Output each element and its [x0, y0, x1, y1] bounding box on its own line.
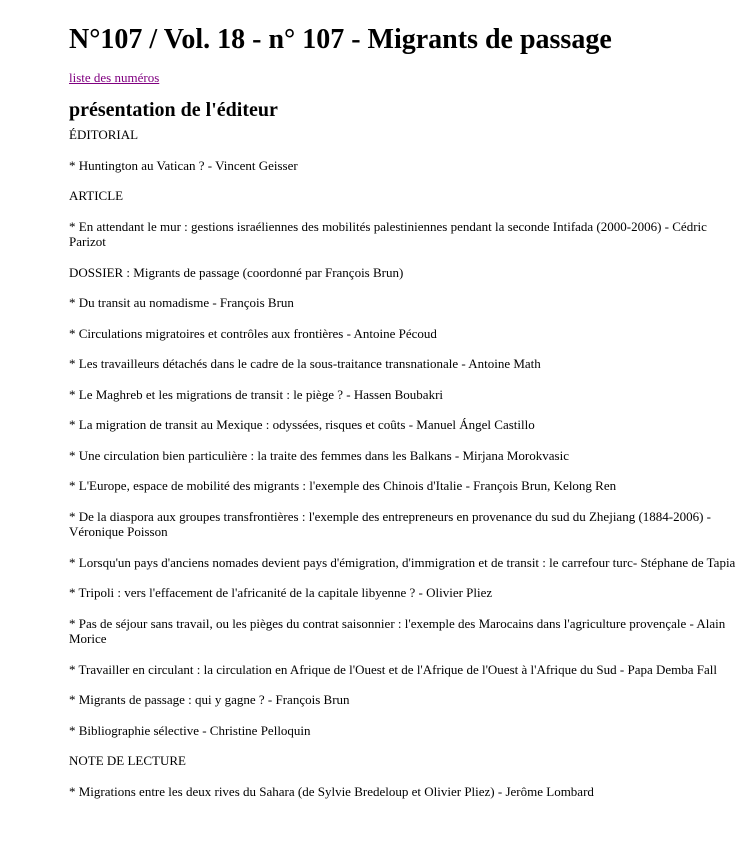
list-item: * Lorsqu'un pays d'anciens nomades devient pays d'émigration, d'immigration et de transit : le carrefour turc- Stéphane de Tapia: [69, 554, 736, 570]
list-item: * Travailler en circulant : la circulation en Afrique de l'Ouest et de l'Afrique de l'Ouest à l'Afrique du Sud - Papa Demba Fall: [69, 661, 717, 677]
list-item: * Tripoli : vers l'effacement de l'africanité de la capitale libyenne ? - Olivier Pliez: [69, 585, 493, 600]
contents-list: [69, 127, 739, 799]
section-heading-editorial: ÉDITORIAL: [69, 127, 139, 142]
section-heading-article: ARTICLE: [69, 188, 124, 203]
section-heading-dossier: DOSSIER : Migrants de passage (coordonné par François Brun): [69, 264, 404, 280]
page: [69, 0, 739, 814]
issues-list-link[interactable]: liste des numéros: [69, 70, 160, 85]
list-item: * Du transit au nomadisme - François Brun: [69, 295, 294, 310]
section-title: présentation de l'éditeur: [69, 99, 278, 121]
list-item: * Les travailleurs détachés dans le cadre de la sous-traitance transnationale - Antoine Math: [69, 356, 541, 371]
page-title: N°107 / Vol. 18 - n° 107 - Migrants de passage: [69, 24, 612, 55]
list-item: * De la diaspora aux groupes transfrontières : l'exemple des entrepreneurs en provenance du sud du Zhejiang (1884-2006) - Véronique Poisson: [69, 508, 712, 539]
list-item: * En attendant le mur : gestions israéliennes des mobilités palestiniennes pendant la seconde Intifada (2000-2006) - Cédric Parizot: [69, 218, 707, 249]
list-item: * La migration de transit au Mexique : odyssées, risques et coûts - Manuel Ángel Castillo: [69, 417, 535, 432]
list-item: * Une circulation bien particulière : la traite des femmes dans les Balkans - Mirjana Morokvasic: [69, 447, 569, 463]
list-item: * Huntington au Vatican ? - Vincent Geisser: [69, 157, 298, 173]
list-item: * Le Maghreb et les migrations de transit : le piège ? - Hassen Boubakri: [69, 386, 444, 402]
list-item: * Bibliographie sélective - Christine Pelloquin: [69, 722, 311, 738]
list-item: * L'Europe, espace de mobilité des migrants : l'exemple des Chinois d'Italie - François Brun, Kelong Ren: [69, 478, 617, 493]
list-item: * Circulations migratoires et contrôles aux frontières - Antoine Pécoud: [69, 325, 437, 341]
list-item: * Migrations entre les deux rives du Sahara (de Sylvie Bredeloup et Olivier Pliez) - Jerôme Lombard: [69, 783, 594, 799]
section-heading-note: NOTE DE LECTURE: [69, 753, 186, 768]
list-item: * Migrants de passage : qui y gagne ? - François Brun: [69, 692, 350, 707]
list-item: * Pas de séjour sans travail, ou les pièges du contrat saisonnier : l'exemple des Marocains dans l'agriculture provençale - Alain Morice: [69, 615, 726, 646]
